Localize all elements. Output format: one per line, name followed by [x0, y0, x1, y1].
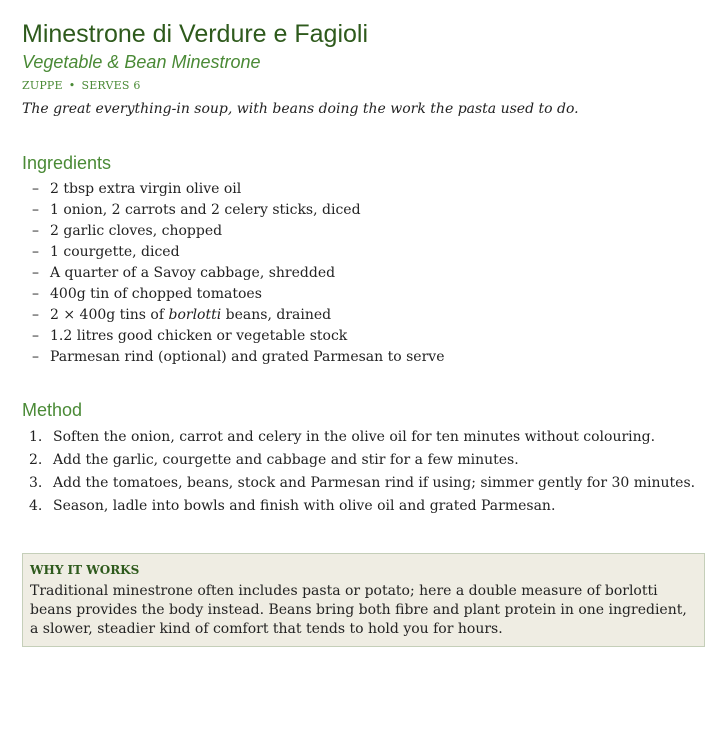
list-bullet: –: [32, 202, 39, 218]
step-text: Soften the onion, carrot and celery in the olive oil for ten minutes without colouring.: [53, 429, 656, 445]
step-text: Add the tomatoes, beans, stock and Parmesan rind if using; simmer gently for 30 minutes.: [53, 475, 696, 491]
ingredient-item: [22, 179, 705, 200]
method-heading: Method: [22, 400, 83, 420]
ingredient-item: [22, 284, 705, 305]
ingredient-item: [22, 305, 705, 326]
callout-heading: WHY IT WORKS: [30, 563, 140, 577]
step-number: 2.: [29, 452, 43, 468]
ingredient-text: 1 courgette, diced: [50, 244, 180, 260]
ingredient-text: 400g tin of chopped tomatoes: [50, 286, 262, 302]
ingredient-text: 2 garlic cloves, chopped: [50, 223, 223, 239]
recipe-page: [22, 18, 705, 647]
list-bullet: –: [32, 328, 39, 344]
ingredient-text: Parmesan rind (optional) and grated Parmesan to serve: [50, 349, 445, 365]
ingredient-text: beans, drained: [221, 307, 332, 323]
method-step: [22, 472, 705, 495]
ingredient-item: [22, 221, 705, 242]
recipe-category: ZUPPE: [22, 79, 63, 92]
ingredient-text: 2 × 400g tins of: [50, 307, 169, 323]
method-step: [22, 426, 705, 449]
recipe-title: Minestrone di Verdure e Fagioli: [22, 20, 369, 48]
list-bullet: –: [32, 244, 39, 260]
list-bullet: –: [32, 286, 39, 302]
list-bullet: –: [32, 349, 39, 365]
method-step: [22, 449, 705, 472]
ingredients-heading: Ingredients: [22, 153, 112, 173]
method-step: [22, 495, 705, 518]
ingredient-italic: borlotti: [168, 307, 222, 323]
step-text: Add the garlic, courgette and cabbage and stir for a few minutes.: [53, 452, 519, 468]
ingredients-list: [22, 179, 705, 368]
step-number: 3.: [29, 475, 43, 491]
list-bullet: –: [32, 265, 39, 281]
method-steps: [22, 426, 705, 518]
step-number: 4.: [29, 498, 43, 514]
recipe-tagline: The great everything-in soup, with beans doing the work the pasta used to do.: [22, 101, 579, 117]
recipe-subtitle: Vegetable & Bean Minestrone: [22, 52, 261, 72]
step-text: Season, ladle into bowls and finish with olive oil and grated Parmesan.: [53, 498, 556, 514]
recipe-serves: SERVES 6: [81, 79, 141, 92]
list-bullet: –: [32, 307, 39, 323]
meta-separator: •: [68, 79, 76, 92]
recipe-meta: [22, 78, 705, 94]
list-bullet: –: [32, 223, 39, 239]
ingredient-item: [22, 263, 705, 284]
ingredient-item: [22, 326, 705, 347]
ingredient-text: 1.2 litres good chicken or vegetable stock: [50, 328, 348, 344]
ingredient-text: 1 onion, 2 carrots and 2 celery sticks, diced: [50, 202, 361, 218]
step-number: 1.: [29, 429, 43, 445]
ingredient-text: 2 tbsp extra virgin olive oil: [50, 181, 242, 197]
ingredient-item: [22, 242, 705, 263]
ingredient-item: [22, 347, 705, 368]
callout-body: Traditional minestrone often includes pasta or potato; here a double measure of borlotti beans provides the body instead. Beans bring both fibre and plant protein in one ingredient, a slower, steadier kind of comfort that tends to hold you for hours.: [30, 583, 687, 637]
ingredient-item: [22, 200, 705, 221]
list-bullet: –: [32, 181, 39, 197]
ingredient-text: A quarter of a Savoy cabbage, shredded: [50, 265, 336, 281]
why-it-works-callout: [22, 553, 705, 647]
